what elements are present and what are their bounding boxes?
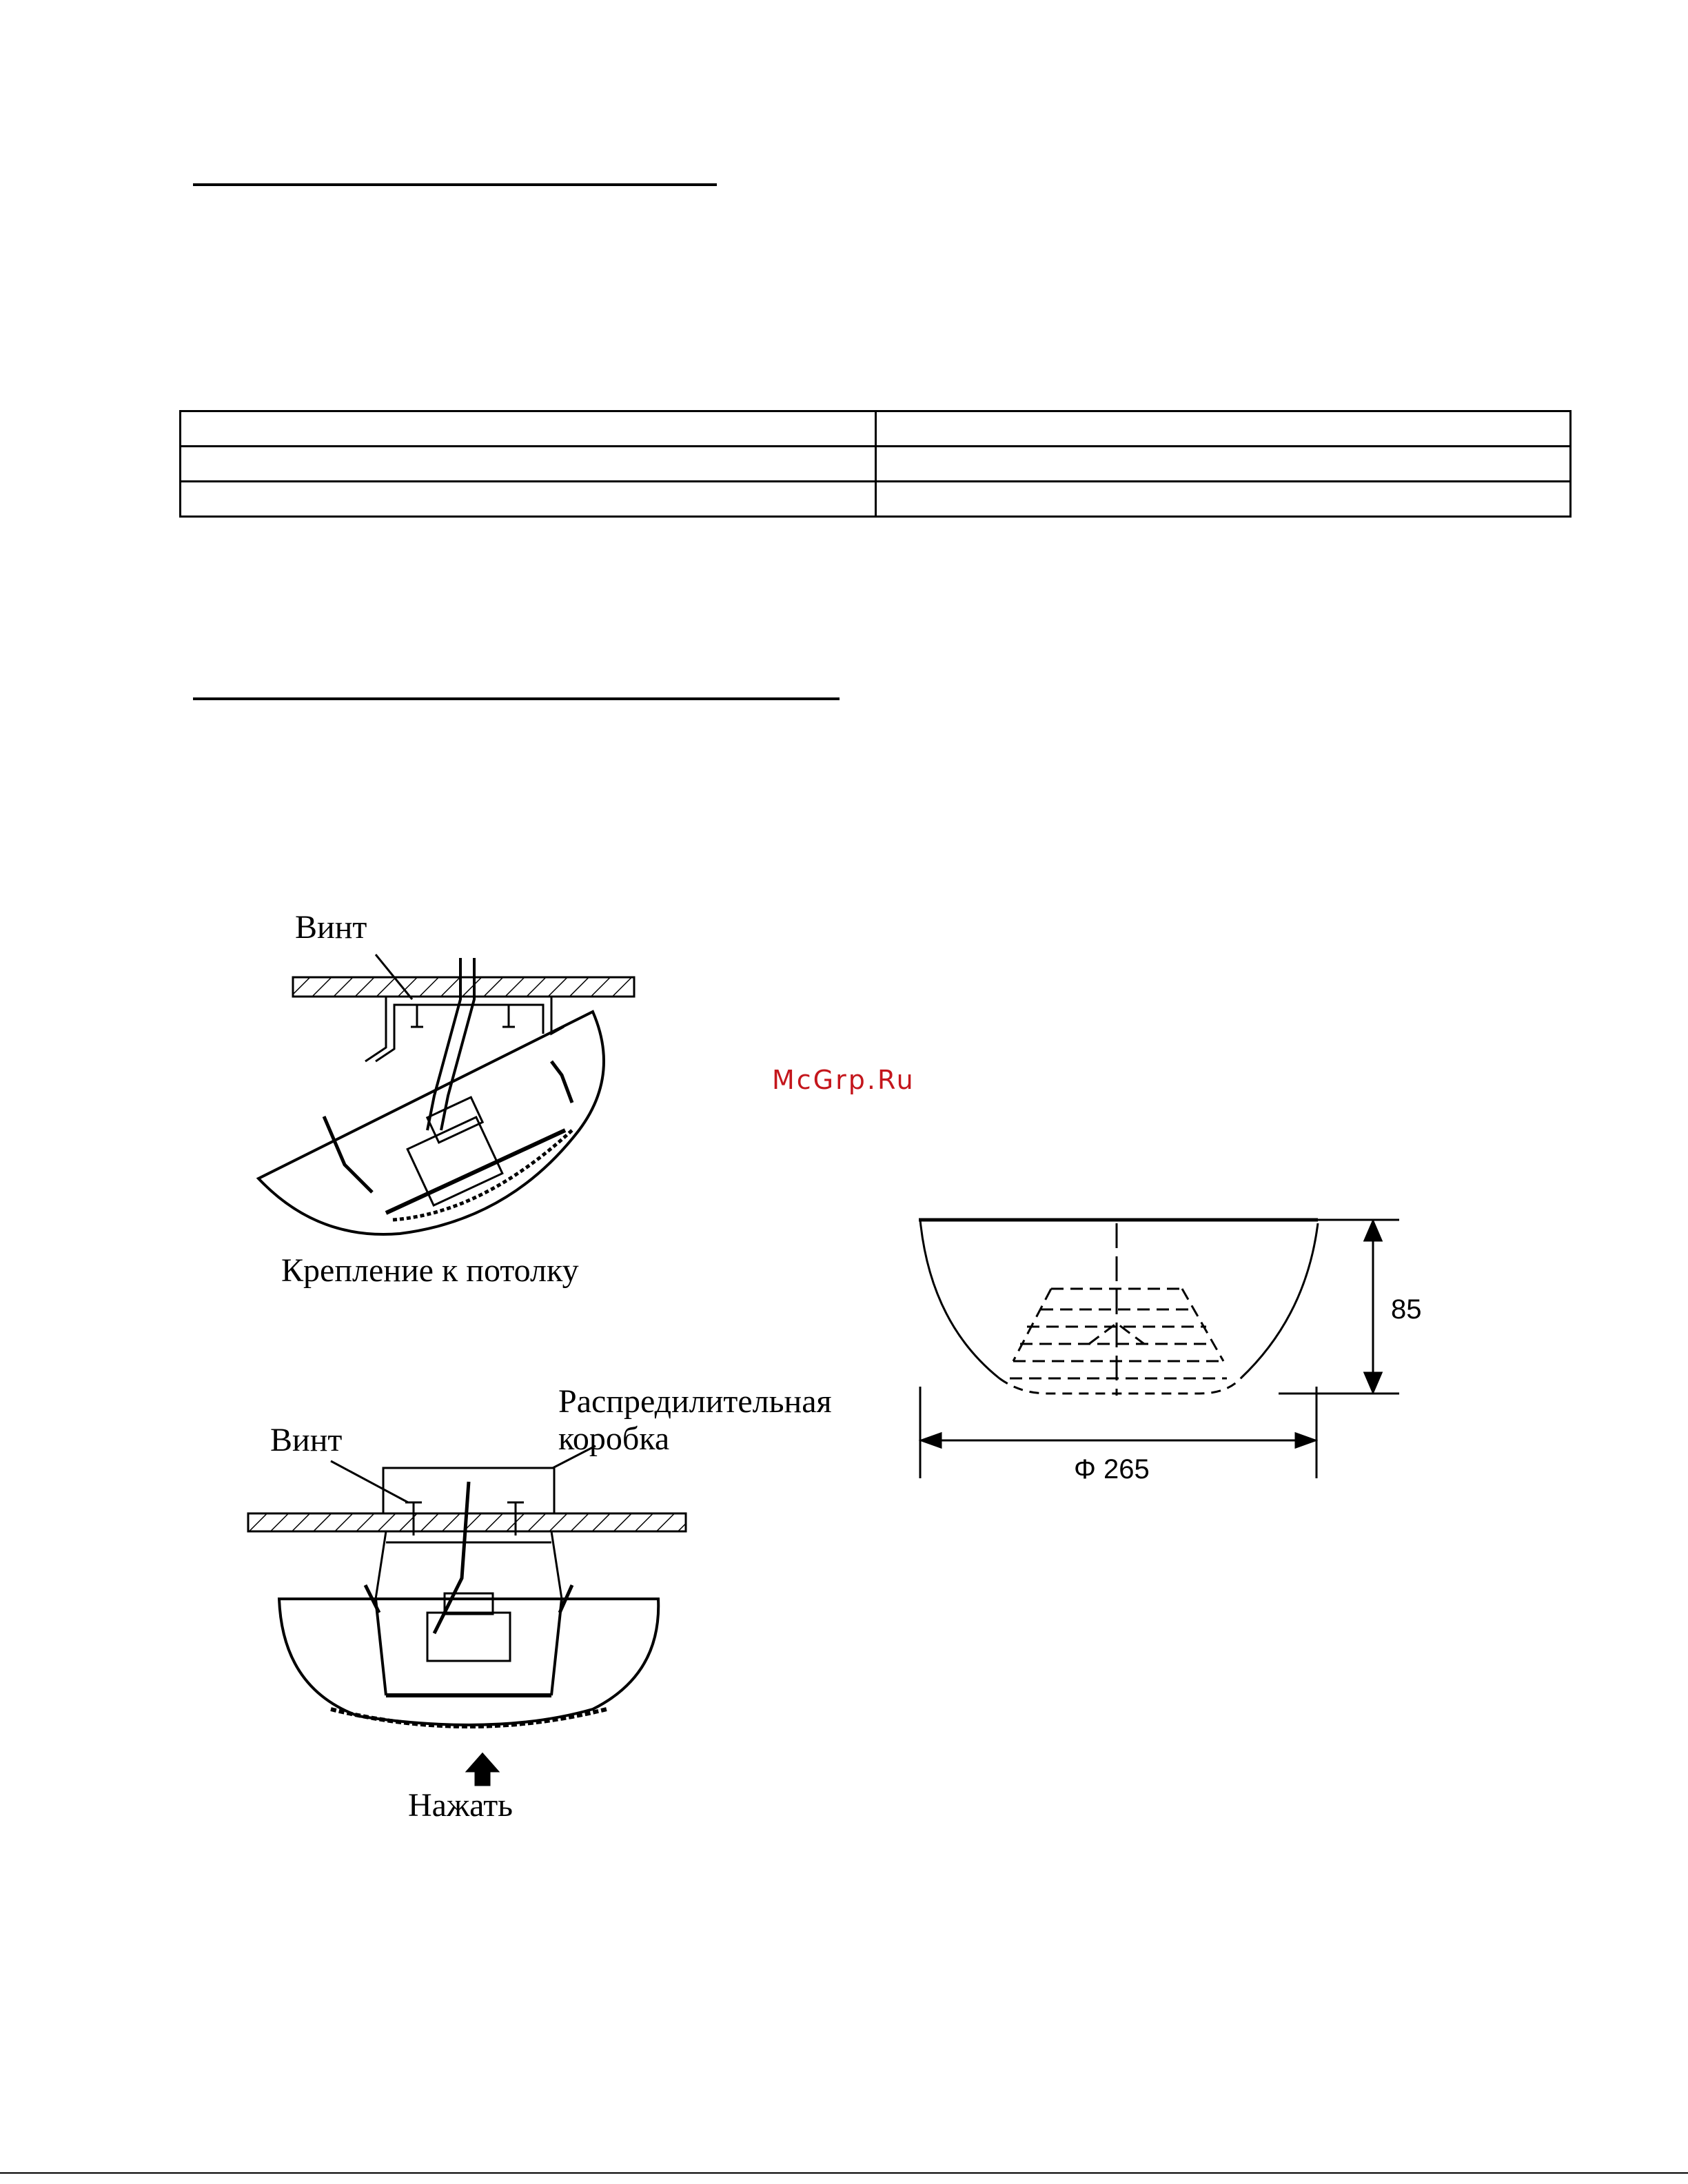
ceiling-mount-caption: Крепление к потолку: [281, 1252, 579, 1289]
page-bottom-line: [0, 2172, 1688, 2174]
diameter-dimension-label: Φ 265: [1074, 1454, 1150, 1484]
junction-box-mount-drawing: [248, 1446, 686, 1785]
dimension-drawing: [919, 1220, 1399, 1478]
junction-box-screw-label: Винт: [270, 1422, 343, 1458]
push-label: Нажать: [408, 1787, 513, 1824]
watermark-text: McGrp.Ru: [772, 1065, 915, 1095]
screw-icon: [502, 1005, 515, 1027]
height-dimension-label: 85: [1391, 1294, 1422, 1325]
ceiling-mount-drawing: [258, 955, 634, 1234]
junction-box-label-line2: коробка: [558, 1420, 670, 1457]
ceiling-mount-screw-label: Винт: [295, 909, 367, 946]
screw-icon: [411, 1005, 423, 1027]
push-arrow-icon: [467, 1754, 498, 1785]
junction-box-label-line1: Распредилительная: [558, 1383, 832, 1420]
